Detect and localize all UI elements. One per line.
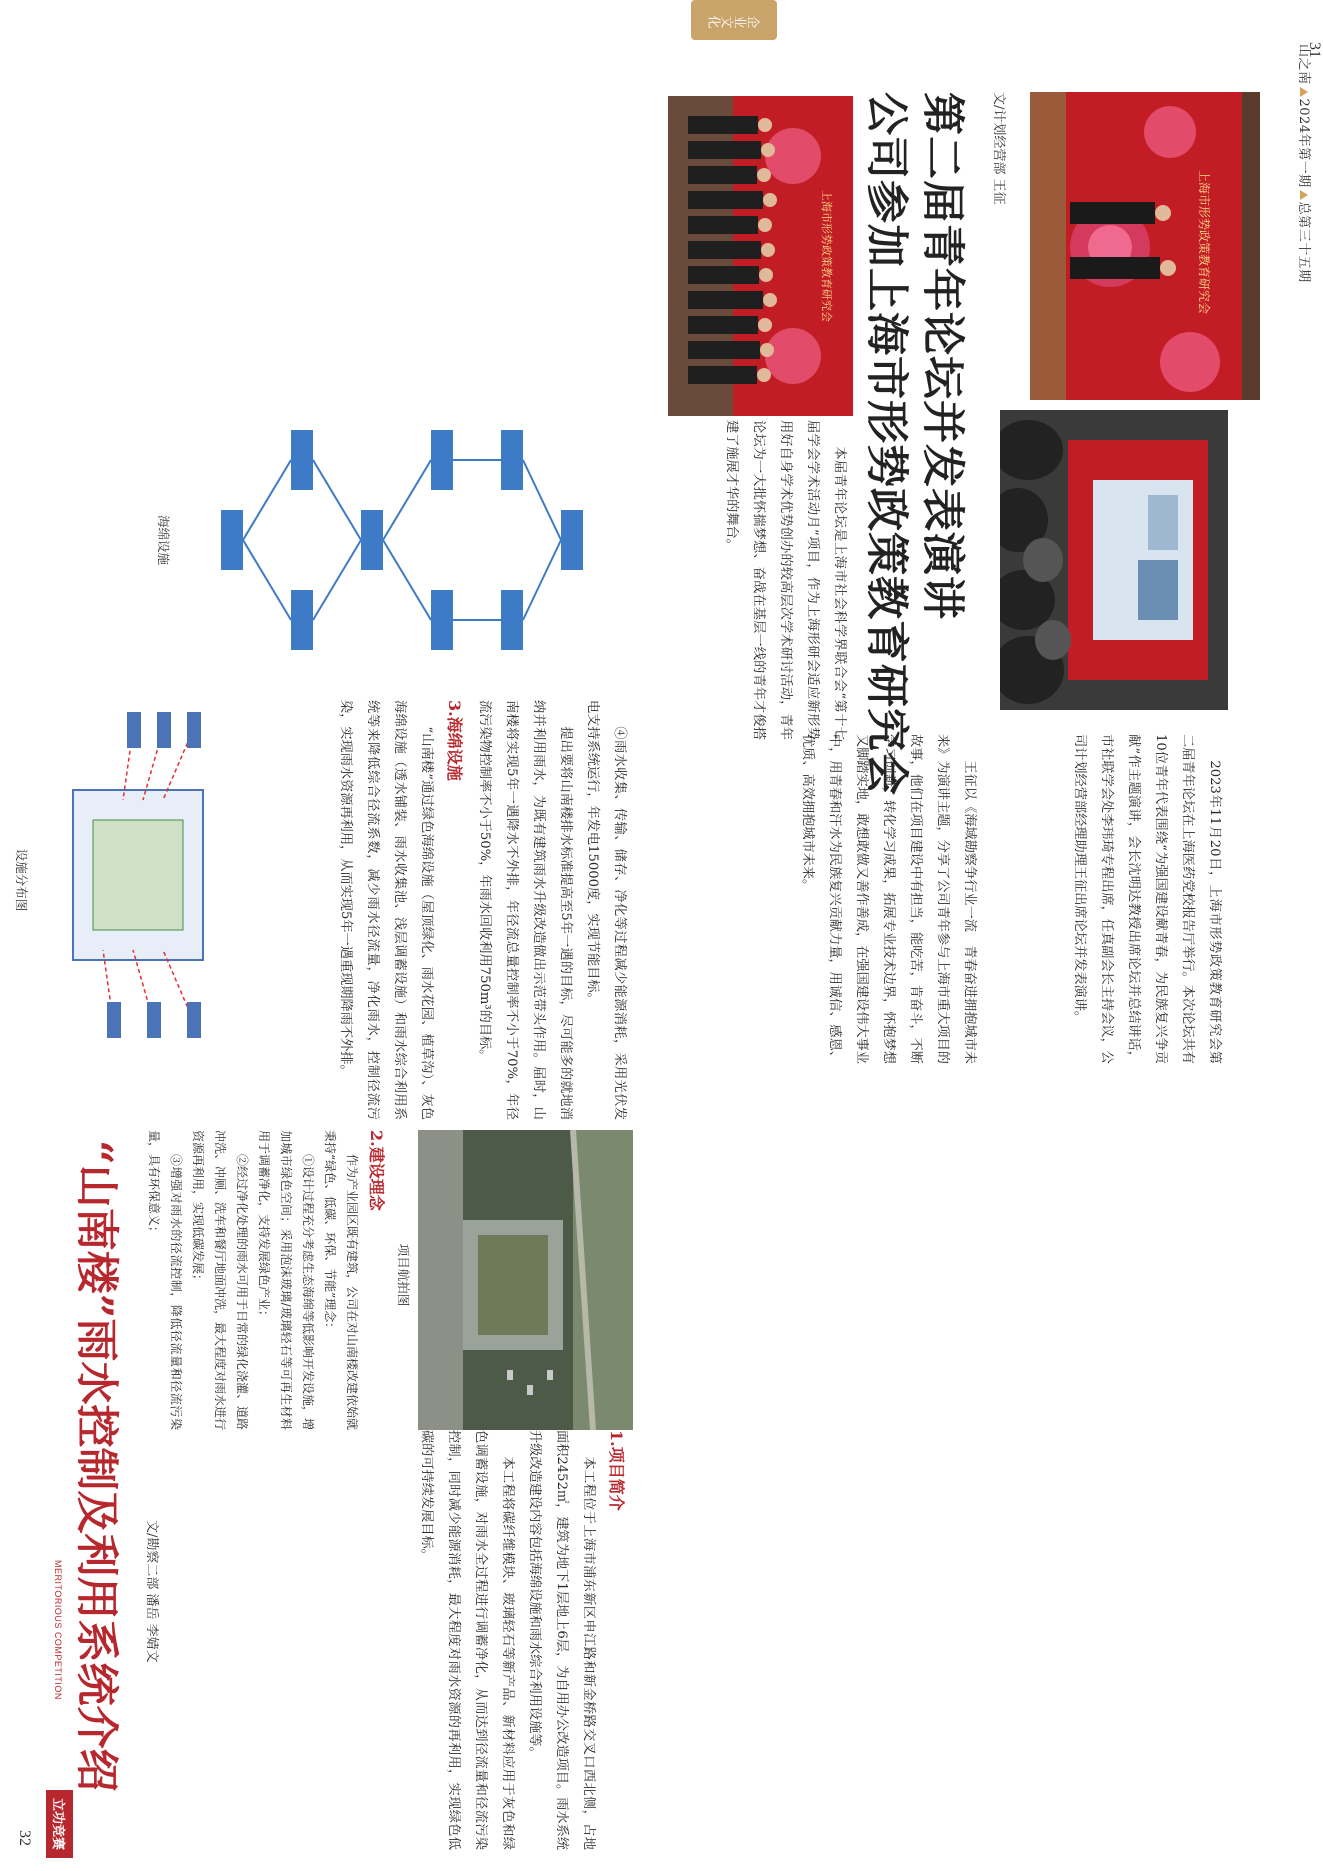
section-tag-label: 立功竞赛 [50,1798,65,1851]
section-tag-english: MERITORIOUS COMPETITION [53,1560,63,1700]
sponge-flow-drawing [183,390,603,690]
paragraph-concept-4: ④雨水收集、传输、储存、净化等过程减少能源消耗，采用光伏发电支持系统运行，年发电15000度，实现节能目标。 [585,700,627,1120]
text-column-1 [173,1430,633,1850]
article-title-line-2: 第二届青年论坛并发表演讲 [917,92,967,620]
forum-paragraph: 本届青年论坛是上海市社会科学界联合会“第十七届学会学术活动月”项目，作为上海形研会适应新形势用好自身学术优势创办的较高层次学术研讨活动，青年论坛为一大批怀揣梦想、奋战在基层一线的青年才俊搭建了施展才华的舞台。 [724,420,847,740]
article-title [69,1140,123,1791]
byline: 文/勘察二部 潘岳 李婧文 [144,1520,159,1663]
running-head [1296,44,1315,283]
forum-photo-speakers-image [1030,92,1260,400]
facility-layout-drawing [33,710,233,1040]
byline: 文/计划经营部 王征 [991,92,1006,205]
forum-photo-group-image [668,96,853,416]
forum-photo-audience-image [1000,410,1228,710]
section-tag-label: 企业文化 [708,12,760,28]
heading-construction-concept: 2.建设理念 [367,1130,386,1211]
issue-label: 2024年第一期 [1296,98,1311,188]
section-tag [46,1790,73,1858]
facility-layout-diagram [33,710,233,1040]
aerial-photo-image [418,1130,633,1430]
paragraph-concept-3: ③增强对雨水的径流控制，降低径流量和径流污染量，具有环保意义； [147,1130,183,1430]
total-issue-label: 总第三十五期 [1296,201,1311,283]
paragraph-project-location: 本工程位于上海市浦东新区申江路和新金桥路交叉口西北侧，占地面积2452㎡，建筑为地下1层地上6层，为自用办公改造项目。雨水系统升级改造建设内容包括海绵设施和雨水综合利用设施等。 [527,1430,596,1850]
text-column-2 [147,1130,363,1431]
caption-facility-layout: 设施分布图 [14,848,29,912]
banner-text: 上海市形势政策教育研究会 [820,190,833,322]
right-page [663,0,1323,1871]
page-number: 31 [1306,42,1323,58]
section-tag-badge [691,0,777,40]
intro-paragraph: 2023年11月20日，上海市形势政策教育研究会第二届青年论坛在上海医药党校报告厅举行。本次论坛共有10位青年代表围绕“为强国建设献青春，为民族复兴争贡献”作主题演讲，会长沈明达教授出席论坛并总结讲话，市社联学会处李玮琦专程出席，任真副会长主持会议，公司计划经营部经理助理王征出席论坛并发表演讲。 [1072,734,1222,1064]
article-title-rest: 雨水控制及利用系统介绍 [71,1318,121,1792]
forum-photo-audience [1000,410,1228,710]
heading-sponge-facilities: 3.海绵设施 [445,700,464,781]
paragraph-sponge-facilities: “山南楼”通过绿色海绵设施（屋顶绿化、雨水花园、植草沟）、灰色海绵设施（透水铺装、雨水收集池、浅层调蓄设施）和雨水综合利用系统等来降低综合径流系数，减少雨水径流量，净化雨水，控制径流污染，实现雨水资源再利用，从而实现5年一遇重现期降雨不外排。 [338,700,434,1120]
paragraph-concept-1: ①设计过程充分考虑生态海绵等低影响开发设施，增加城市绿色空间；采用泡沫玻璃/玻璃轻石等可再生材料用于调蓄净化，支持发展绿色产业； [257,1130,315,1431]
article-title-quote: “山南楼” [71,1140,121,1319]
heading-project-intro: 1.项目简介 [607,1430,626,1511]
triangle-icon [1300,87,1308,97]
paragraph-drainage-target: 提出要将山南楼排水标准提高至5年一遇的目标，尽可能多的就地消纳并利用雨水，为既有建筑雨水升级改造做出示范带头作用。届时，山南楼将实现5年一遇降水不外排，年径流总量控制率不小于70%，年径流污染物控制率不小于50%，年雨水回收利用750m³的目标。 [477,700,573,1120]
article-title-line-1: 公司参加上海市形势政策教育研究会 [861,92,911,796]
paragraph-concept-intro: 作为产业园区既有建筑，公司在对山南楼改建依始就秉持“绿色、低碳、环保、节能”理念： [323,1130,359,1431]
caption-aerial-photo: 项目航拍图 [396,1243,411,1307]
paragraph-project-materials: 本工程将碳纤维模块、玻璃轻石等新产品、新材料应用于灰色和绿色调蓄设施，对雨水全过程进行调蓄净化，从而达到径流量和径流污染控制，同时减少能源消耗，最大程度对雨水资源的再利用，实现绿色低碳的可持续发展目标。 [419,1430,515,1850]
forum-photo-speakers [1030,92,1260,400]
banner-text: 上海市形势政策教育研究会 [1197,169,1211,315]
speech-paragraph: 王征以《海域勘察争行业一流 青春奋进拥抱城市未来》为演讲主题，分享了公司青年参与上海市重大项目的故事，他们在项目建设中有担当，能吃苦，肯奋斗，不断学习创新，转化学习成果，拓展专业技术边界，怀抱梦想又脚踏实地，敢想敢做又善作善成，在强国建设伟大事业中，用青春和汗水为民族复兴贡献力量，用诚信、感恩、优质、高效拥抱城市未来。 [800,734,977,1064]
page-number: 32 [16,1830,33,1846]
aerial-photo [418,1130,633,1430]
triangle-icon [1300,190,1308,200]
caption-sponge-facilities: 海绵设施 [156,514,171,565]
section-strip [3,1200,43,1871]
magazine-name: 山之南 [1296,44,1311,85]
paragraph-concept-2: ②经过净化处理的雨水可用于日常的绿化浇灌、道路冲洗、冲厕、洗车和餐厅地面冲洗，最大程度对雨水进行资源再利用，实现低碳发展； [191,1130,249,1431]
forum-photo-group [668,96,853,416]
sponge-flow-diagram [183,390,603,690]
text-column-3 [213,700,633,1120]
